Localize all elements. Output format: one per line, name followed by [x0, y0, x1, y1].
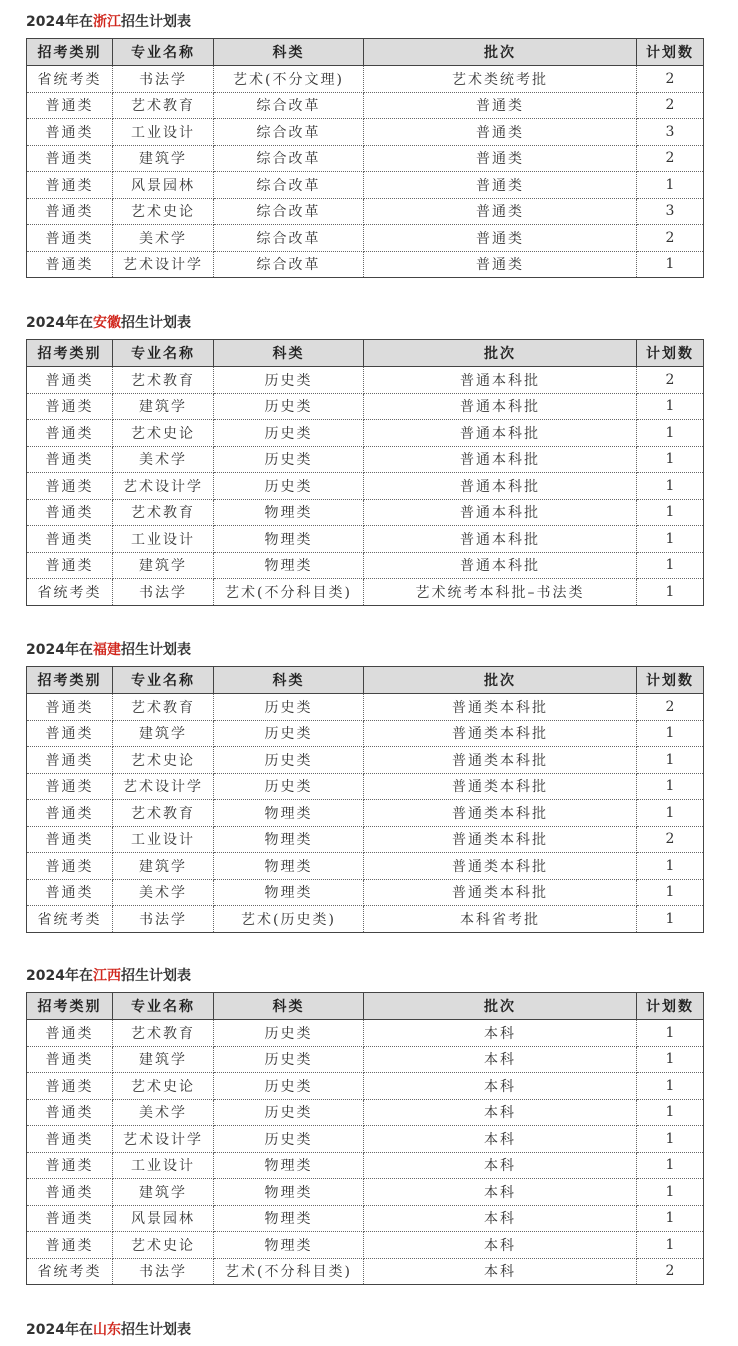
table-row	[27, 1073, 704, 1100]
table-row	[27, 552, 704, 579]
table-cell: 1	[637, 1179, 704, 1206]
table-cell: 普通类本科批	[364, 826, 637, 853]
table-cell: 艺术教育	[113, 92, 214, 119]
section-title: 2024年在浙江招生计划表	[26, 14, 191, 30]
table-cell: 本科	[364, 1152, 637, 1179]
table-cell: 省统考类	[27, 1258, 113, 1285]
table-cell: 本科	[364, 1179, 637, 1206]
table-cell: 普通类	[364, 198, 637, 225]
province-name: 江西	[92, 968, 121, 984]
province-name: 山东	[92, 1322, 121, 1338]
table-cell: 艺术(不分科目类)	[214, 1258, 364, 1285]
table-row	[27, 66, 704, 93]
section-jiangxi	[26, 966, 703, 1285]
table-cell: 普通类	[27, 420, 113, 447]
table-cell: 普通本科批	[364, 446, 637, 473]
table-cell: 历史类	[214, 1073, 364, 1100]
table-cell: 普通类	[27, 393, 113, 420]
table-cell: 普通类	[27, 251, 113, 278]
table-row	[27, 1046, 704, 1073]
section-shandong	[26, 1320, 703, 1346]
table-cell: 普通类	[364, 119, 637, 146]
table-cell: 物理类	[214, 879, 364, 906]
table-cell: 风景园林	[113, 1205, 214, 1232]
column-header: 计划数	[637, 340, 704, 367]
section-title: 2024年在山东招生计划表	[26, 1322, 191, 1338]
table-cell: 普通类	[27, 367, 113, 394]
table-row	[27, 420, 704, 447]
table-cell: 省统考类	[27, 906, 113, 933]
table-cell: 艺术类统考批	[364, 66, 637, 93]
table-cell: 普通类	[364, 251, 637, 278]
table-cell: 风景园林	[113, 172, 214, 199]
table-cell: 历史类	[214, 694, 364, 721]
table-cell: 本科	[364, 1020, 637, 1047]
table-cell: 建筑学	[113, 393, 214, 420]
table-cell: 建筑学	[113, 145, 214, 172]
table-cell: 普通类	[27, 225, 113, 252]
table-cell: 历史类	[214, 1126, 364, 1153]
column-header: 计划数	[637, 993, 704, 1020]
table-cell: 普通类	[27, 720, 113, 747]
table-cell: 历史类	[214, 367, 364, 394]
table-row	[27, 367, 704, 394]
table-header-row	[27, 993, 704, 1020]
table-cell: 2	[637, 694, 704, 721]
table-row	[27, 694, 704, 721]
section-title: 2024年在江西招生计划表	[26, 968, 191, 984]
table-cell: 1	[637, 773, 704, 800]
table-cell: 1	[637, 420, 704, 447]
table-cell: 省统考类	[27, 66, 113, 93]
table-cell: 普通类	[364, 92, 637, 119]
table-cell: 普通类	[27, 473, 113, 500]
table-row	[27, 773, 704, 800]
table-cell: 艺术史论	[113, 420, 214, 447]
table-cell: 艺术教育	[113, 800, 214, 827]
table-row	[27, 499, 704, 526]
table-cell: 1	[637, 1046, 704, 1073]
column-header: 计划数	[637, 39, 704, 66]
table-cell: 物理类	[214, 526, 364, 553]
table-cell: 本科	[364, 1046, 637, 1073]
table-cell: 工业设计	[113, 119, 214, 146]
column-header: 批次	[364, 39, 637, 66]
province-name: 福建	[92, 642, 121, 658]
table-cell: 普通类本科批	[364, 773, 637, 800]
table-row	[27, 826, 704, 853]
table-row	[27, 119, 704, 146]
table-cell: 普通类	[27, 800, 113, 827]
table-cell: 2	[637, 66, 704, 93]
table-cell: 综合改革	[214, 198, 364, 225]
table-cell: 综合改革	[214, 92, 364, 119]
province-name: 安徽	[92, 315, 121, 331]
table-cell: 1	[637, 251, 704, 278]
table-cell: 普通类	[27, 1205, 113, 1232]
table-cell: 普通类	[27, 552, 113, 579]
table-cell: 本科	[364, 1073, 637, 1100]
table-row	[27, 800, 704, 827]
section-title: 2024年在福建招生计划表	[26, 642, 191, 658]
table-cell: 1	[637, 747, 704, 774]
table-cell: 普通类	[364, 225, 637, 252]
table-row	[27, 393, 704, 420]
plan-table	[26, 666, 704, 933]
table-cell: 历史类	[214, 446, 364, 473]
table-cell: 普通类	[27, 747, 113, 774]
table-cell: 普通本科批	[364, 367, 637, 394]
table-cell: 美术学	[113, 225, 214, 252]
table-cell: 普通类	[27, 198, 113, 225]
table-cell: 历史类	[214, 1099, 364, 1126]
table-cell: 3	[637, 119, 704, 146]
table-cell: 普通类	[27, 446, 113, 473]
table-header-row	[27, 667, 704, 694]
table-cell: 1	[637, 579, 704, 606]
table-cell: 物理类	[214, 499, 364, 526]
table-cell: 艺术教育	[113, 694, 214, 721]
table-cell: 普通类本科批	[364, 694, 637, 721]
column-header: 批次	[364, 340, 637, 367]
column-header: 专业名称	[113, 340, 214, 367]
table-row	[27, 1232, 704, 1259]
table-cell: 综合改革	[214, 119, 364, 146]
table-cell: 1	[637, 446, 704, 473]
column-header: 计划数	[637, 667, 704, 694]
table-cell: 普通类	[27, 1232, 113, 1259]
table-row	[27, 747, 704, 774]
table-row	[27, 1152, 704, 1179]
column-header: 招考类别	[27, 993, 113, 1020]
table-cell: 艺术(不分文理)	[214, 66, 364, 93]
table-cell: 普通本科批	[364, 473, 637, 500]
table-row	[27, 92, 704, 119]
column-header: 招考类别	[27, 667, 113, 694]
table-cell: 艺术史论	[113, 747, 214, 774]
table-cell: 普通类	[27, 1152, 113, 1179]
table-cell: 普通类	[27, 1099, 113, 1126]
table-cell: 书法学	[113, 906, 214, 933]
table-cell: 物理类	[214, 1179, 364, 1206]
table-cell: 艺术(不分科目类)	[214, 579, 364, 606]
table-cell: 普通类本科批	[364, 720, 637, 747]
table-cell: 综合改革	[214, 172, 364, 199]
table-cell: 历史类	[214, 393, 364, 420]
province-name: 浙江	[92, 14, 121, 30]
table-header-row	[27, 340, 704, 367]
table-cell: 普通本科批	[364, 552, 637, 579]
table-cell: 普通本科批	[364, 393, 637, 420]
section-zhejiang	[26, 12, 703, 278]
table-cell: 1	[637, 1152, 704, 1179]
table-cell: 物理类	[214, 1205, 364, 1232]
table-cell: 普通类	[364, 172, 637, 199]
table-cell: 工业设计	[113, 1152, 214, 1179]
table-cell: 物理类	[214, 853, 364, 880]
table-cell: 建筑学	[113, 552, 214, 579]
table-cell: 1	[637, 1126, 704, 1153]
table-cell: 2	[637, 225, 704, 252]
table-row	[27, 1179, 704, 1206]
table-cell: 物理类	[214, 1152, 364, 1179]
table-cell: 艺术设计学	[113, 473, 214, 500]
table-row	[27, 225, 704, 252]
table-cell: 物理类	[214, 552, 364, 579]
section-title: 2024年在安徽招生计划表	[26, 315, 191, 331]
table-cell: 本科	[364, 1232, 637, 1259]
table-row	[27, 145, 704, 172]
table-cell: 普通本科批	[364, 499, 637, 526]
section-fujian	[26, 640, 703, 933]
table-cell: 普通类	[27, 172, 113, 199]
table-cell: 物理类	[214, 1232, 364, 1259]
table-cell: 2	[637, 145, 704, 172]
table-cell: 普通类本科批	[364, 747, 637, 774]
table-header-row	[27, 39, 704, 66]
table-row	[27, 473, 704, 500]
table-cell: 1	[637, 552, 704, 579]
table-cell: 1	[637, 526, 704, 553]
table-cell: 艺术教育	[113, 1020, 214, 1047]
column-header: 专业名称	[113, 667, 214, 694]
table-cell: 历史类	[214, 1020, 364, 1047]
table-cell: 普通类本科批	[364, 853, 637, 880]
table-cell: 综合改革	[214, 251, 364, 278]
table-cell: 书法学	[113, 1258, 214, 1285]
table-cell: 1	[637, 720, 704, 747]
column-header: 招考类别	[27, 39, 113, 66]
table-row	[27, 1020, 704, 1047]
table-cell: 普通本科批	[364, 526, 637, 553]
table-cell: 普通类	[27, 526, 113, 553]
table-cell: 美术学	[113, 1099, 214, 1126]
table-cell: 普通类	[27, 879, 113, 906]
table-cell: 普通类	[27, 499, 113, 526]
table-cell: 建筑学	[113, 1046, 214, 1073]
table-cell: 本科	[364, 1099, 637, 1126]
table-cell: 普通类	[27, 853, 113, 880]
plan-table	[26, 992, 704, 1285]
table-row	[27, 579, 704, 606]
table-cell: 省统考类	[27, 579, 113, 606]
table-row	[27, 879, 704, 906]
table-cell: 历史类	[214, 747, 364, 774]
table-cell: 普通类	[364, 145, 637, 172]
table-cell: 艺术设计学	[113, 251, 214, 278]
table-cell: 普通类本科批	[364, 800, 637, 827]
table-row	[27, 198, 704, 225]
column-header: 专业名称	[113, 39, 214, 66]
table-cell: 1	[637, 1232, 704, 1259]
table-cell: 普通类	[27, 826, 113, 853]
column-header: 科类	[214, 39, 364, 66]
table-cell: 艺术史论	[113, 198, 214, 225]
section-anhui	[26, 313, 703, 606]
table-cell: 1	[637, 879, 704, 906]
table-cell: 普通类	[27, 92, 113, 119]
table-cell: 1	[637, 473, 704, 500]
table-cell: 建筑学	[113, 1179, 214, 1206]
table-cell: 美术学	[113, 879, 214, 906]
table-row	[27, 251, 704, 278]
table-cell: 1	[637, 1020, 704, 1047]
table-cell: 工业设计	[113, 826, 214, 853]
table-cell: 历史类	[214, 773, 364, 800]
table-cell: 建筑学	[113, 853, 214, 880]
table-row	[27, 1099, 704, 1126]
column-header: 招考类别	[27, 340, 113, 367]
table-row	[27, 172, 704, 199]
column-header: 批次	[364, 667, 637, 694]
column-header: 科类	[214, 667, 364, 694]
table-cell: 普通类	[27, 1179, 113, 1206]
table-cell: 普通类	[27, 1073, 113, 1100]
table-cell: 本科	[364, 1258, 637, 1285]
table-cell: 1	[637, 172, 704, 199]
table-cell: 2	[637, 826, 704, 853]
table-cell: 1	[637, 906, 704, 933]
table-cell: 本科	[364, 1126, 637, 1153]
table-cell: 普通类本科批	[364, 879, 637, 906]
table-cell: 本科	[364, 1205, 637, 1232]
table-cell: 普通类	[27, 1046, 113, 1073]
table-cell: 本科省考批	[364, 906, 637, 933]
table-cell: 综合改革	[214, 225, 364, 252]
column-header: 专业名称	[113, 993, 214, 1020]
table-cell: 历史类	[214, 420, 364, 447]
table-cell: 普通类	[27, 694, 113, 721]
table-row	[27, 526, 704, 553]
table-cell: 艺术统考本科批–书法类	[364, 579, 637, 606]
table-cell: 普通本科批	[364, 420, 637, 447]
table-cell: 历史类	[214, 720, 364, 747]
table-row	[27, 853, 704, 880]
table-cell: 2	[637, 1258, 704, 1285]
table-cell: 普通类	[27, 773, 113, 800]
plan-table	[26, 38, 704, 278]
table-cell: 3	[637, 198, 704, 225]
table-cell: 1	[637, 1205, 704, 1232]
table-cell: 1	[637, 499, 704, 526]
table-cell: 普通类	[27, 1020, 113, 1047]
table-cell: 1	[637, 1073, 704, 1100]
table-row	[27, 720, 704, 747]
table-cell: 艺术教育	[113, 499, 214, 526]
table-cell: 艺术教育	[113, 367, 214, 394]
table-cell: 2	[637, 92, 704, 119]
table-cell: 物理类	[214, 800, 364, 827]
table-cell: 物理类	[214, 826, 364, 853]
table-cell: 1	[637, 853, 704, 880]
column-header: 科类	[214, 340, 364, 367]
table-row	[27, 1258, 704, 1285]
table-cell: 艺术史论	[113, 1073, 214, 1100]
table-cell: 书法学	[113, 66, 214, 93]
table-row	[27, 1205, 704, 1232]
table-cell: 美术学	[113, 446, 214, 473]
table-cell: 历史类	[214, 1046, 364, 1073]
table-cell: 工业设计	[113, 526, 214, 553]
table-cell: 综合改革	[214, 145, 364, 172]
column-header: 科类	[214, 993, 364, 1020]
table-cell: 普通类	[27, 119, 113, 146]
table-cell: 普通类	[27, 145, 113, 172]
table-cell: 1	[637, 1099, 704, 1126]
table-cell: 艺术设计学	[113, 1126, 214, 1153]
table-row	[27, 1126, 704, 1153]
table-cell: 书法学	[113, 579, 214, 606]
table-cell: 艺术史论	[113, 1232, 214, 1259]
table-row	[27, 906, 704, 933]
table-cell: 艺术设计学	[113, 773, 214, 800]
table-row	[27, 446, 704, 473]
column-header: 批次	[364, 993, 637, 1020]
plan-table	[26, 339, 704, 606]
table-cell: 历史类	[214, 473, 364, 500]
table-cell: 2	[637, 367, 704, 394]
table-cell: 艺术(历史类)	[214, 906, 364, 933]
table-cell: 1	[637, 393, 704, 420]
table-cell: 普通类	[27, 1126, 113, 1153]
table-cell: 1	[637, 800, 704, 827]
table-cell: 建筑学	[113, 720, 214, 747]
